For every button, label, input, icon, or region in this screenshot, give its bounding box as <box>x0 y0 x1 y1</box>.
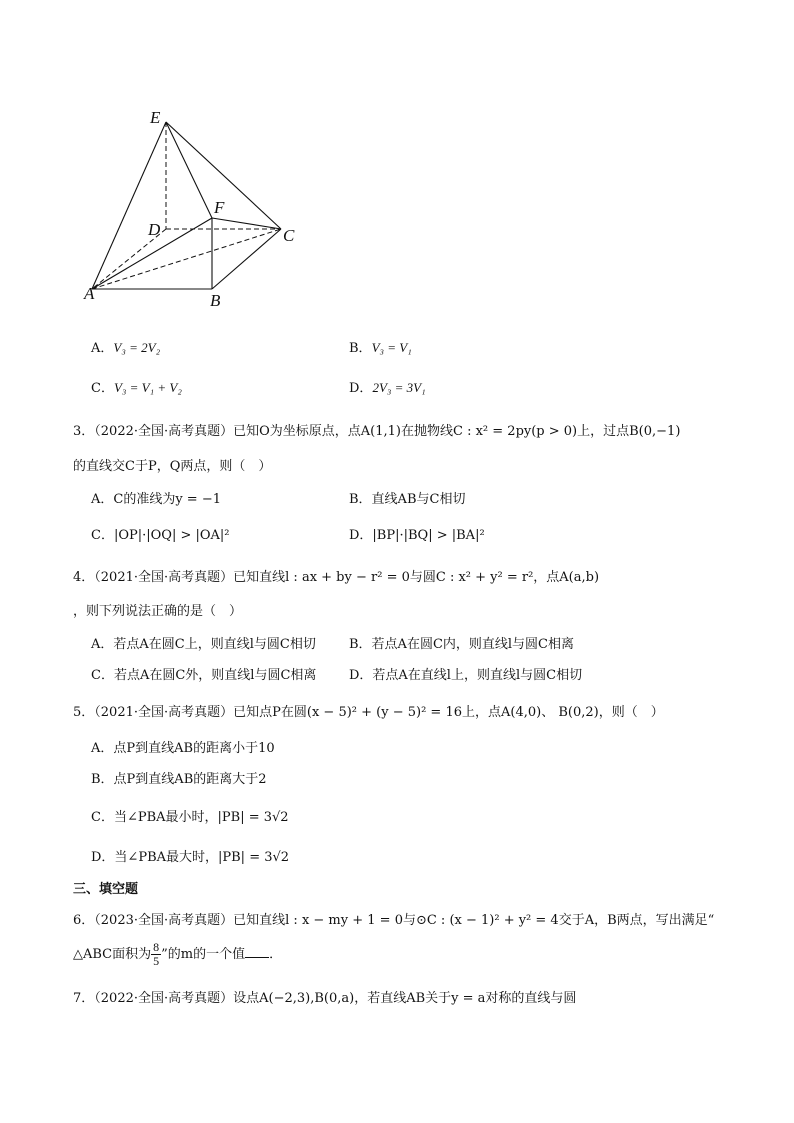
question-source: （2021·全国·高考真题） <box>94 705 234 720</box>
q4-option-b[interactable]: B．若点A在圆C内，则直线l与圆C相离 <box>349 637 574 652</box>
option-letter: C． <box>91 381 114 396</box>
fraction <box>151 941 161 968</box>
q5-line1 <box>73 701 664 720</box>
question-number: 5． <box>73 705 95 720</box>
q2-option-c[interactable] <box>91 377 182 396</box>
fraction-denominator: 5 <box>153 954 160 968</box>
vertex-label-B: B <box>210 291 221 310</box>
vertex-label-C: C <box>283 226 295 245</box>
q3-option-b[interactable]: B．直线AB与C相切 <box>349 492 466 507</box>
option-letter: A． <box>91 341 114 356</box>
q2-option-b[interactable] <box>349 337 412 356</box>
question-text: ”的m的一个值 <box>161 947 246 962</box>
q6-line2 <box>73 941 282 968</box>
answer-blank[interactable] <box>245 945 269 958</box>
geometry-figure <box>0 0 794 320</box>
question-source: （2021·全国·高考真题） <box>94 570 234 585</box>
question-text: 设点A(−2,3),B(0,a)，若直线AB关于y = a对称的直线与圆 <box>233 991 577 1006</box>
question-source: （2022·全国·高考真题） <box>94 991 234 1006</box>
question-number: 3． <box>73 424 95 439</box>
edge-EA <box>92 122 166 289</box>
vertex-label-A: A <box>84 284 95 303</box>
q3-option-d[interactable]: D．|BP|·|BQ| > |BA|² <box>349 528 485 543</box>
vertex-label-D: D <box>148 220 161 239</box>
q7-line1 <box>73 987 576 1006</box>
question-source: （2023·全国·高考真题） <box>94 913 234 928</box>
question-text: 已知点P在圆(x − 5)² + (y − 5)² = 16上，点A(4,0)、 B(0,2)，则（ ） <box>233 705 664 720</box>
q3-option-a[interactable]: A．C的准线为y = −1 <box>91 492 222 507</box>
option-letter: D． <box>349 381 373 396</box>
q4-option-d[interactable]: D．若点A在直线l上，则直线l与圆C相切 <box>349 668 583 683</box>
q2-option-a[interactable] <box>91 337 160 356</box>
option-math: V₃ = V₁ + V₂ <box>113 380 182 395</box>
q6-line1 <box>73 909 714 928</box>
q3-line2: 的直线交C于P，Q两点，则（ ） <box>73 459 272 474</box>
q5-option-d[interactable]: D．当∠PBA最大时，|PB| = 3√2 <box>91 850 290 865</box>
q4-option-a[interactable]: A．若点A在圆C上，则直线l与圆C相切 <box>91 637 316 652</box>
q4-line1 <box>73 566 599 585</box>
question-text: △ABC面积为 <box>73 947 152 962</box>
q4-line2: ，则下列说法正确的是（ ） <box>73 604 243 619</box>
question-text: 已知直线l : x − my + 1 = 0与⊙C : (x − 1)² + y² = 4交于A，B两点，写出满足“ <box>233 913 715 928</box>
question-text: 已知直线l : ax + by − r² = 0与圆C : x² + y² = r²，点A(a,b) <box>233 570 600 585</box>
edge-BC <box>212 229 281 289</box>
option-math: 2V₃ = 3V₁ <box>372 380 426 395</box>
q4-option-c[interactable]: C．若点A在圆C外，则直线l与圆C相离 <box>91 668 317 683</box>
edge-EF <box>166 122 212 218</box>
q5-option-c[interactable]: C．当∠PBA最小时，|PB| = 3√2 <box>91 810 289 825</box>
q5-option-a[interactable]: A．点P到直线AB的距离小于10 <box>91 741 275 756</box>
option-letter: B． <box>349 341 372 356</box>
q5-option-b[interactable]: B．点P到直线AB的距离大于2 <box>91 772 267 787</box>
q3-option-c[interactable]: C．|OP|·|OQ| > |OA|² <box>91 528 230 543</box>
vertex-label-F: F <box>214 198 225 217</box>
vertex-label-E: E <box>150 108 161 127</box>
option-math: V₃ = V₁ <box>371 340 412 355</box>
question-number: 6． <box>73 913 95 928</box>
question-text: 已知O为坐标原点，点A(1,1)在抛物线C : x² = 2py(p > 0)上，过点B(0,−1) <box>233 424 681 439</box>
question-text: ． <box>269 947 283 962</box>
question-number: 7． <box>73 991 95 1006</box>
question-number: 4． <box>73 570 95 585</box>
section-heading: 三、填空题 <box>73 882 139 897</box>
q3-line1 <box>73 420 680 439</box>
fraction-numerator: 8 <box>153 940 160 954</box>
edge-AC-hidden <box>92 229 281 289</box>
question-source: （2022·全国·高考真题） <box>94 424 234 439</box>
option-math: V₃ = 2V₂ <box>113 340 161 355</box>
q2-option-d[interactable] <box>349 377 426 396</box>
